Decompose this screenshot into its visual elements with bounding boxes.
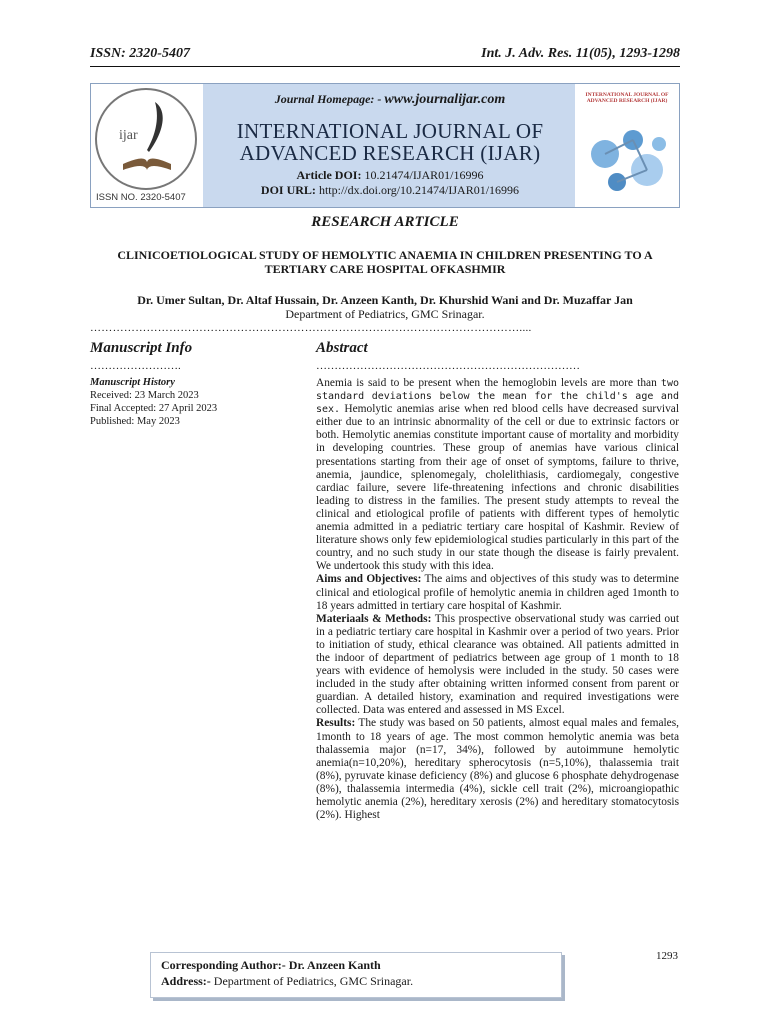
homepage-line: [203, 92, 577, 108]
homepage-link[interactable]: www.journalijar.com: [384, 92, 506, 107]
history-label: Manuscript History: [90, 377, 175, 388]
journal-cover-thumbnail: [575, 84, 679, 207]
results-text: The study was based on 50 patients, almost equal males and females, 1month to 18 years of age. The most common hemolytic anemia was beta thalassemia major (n=17, 34%), followed by autoimmune hemolytic anemia(n=10,20%), hereditary spherocytosis (n=5,10%), thalassemia trait (8%), pyruvate kinase deficiency (8%) and glucose 6 phosphate dehydrogenase (8%), thalassemia intermedia (4%), sickle cell trait (2%), microangiopathic hemolytic anemia (2%), hereditary xerosis (2%) and hereditary stomatocytosis (2%). Highest: [316, 717, 679, 822]
cover-title: INTERNATIONAL JOURNAL OF ADVANCED RESEARCH (IJAR): [585, 92, 669, 105]
author-list: Dr. Umer Sultan, Dr. Altaf Hussain, Dr. Anzeen Kanth, Dr. Khurshid Wani and Dr. Muzaffar Jan: [137, 293, 633, 307]
doi-block: [203, 168, 577, 198]
aims-text: The aims and objectives of this study was to determine clinical and etiological profile of hemolytic anemia in children aged 1month to 18 years admitted in tertiary care hospital of Kashmir.: [316, 573, 679, 612]
abstract-heading: Abstract: [316, 340, 368, 356]
logo-circle: [95, 88, 197, 190]
logo-text: ijar: [119, 128, 138, 143]
journal-title-line1: INTERNATIONAL JOURNAL OF: [236, 119, 544, 143]
article-type: RESEARCH ARTICLE: [311, 214, 459, 230]
logo-issn: ISSN NO. 2320-5407: [96, 192, 186, 203]
abstract-paragraph-aims: [316, 573, 679, 612]
abstract-paragraph-methods: [316, 613, 679, 718]
article-doi-label: Article DOI:: [296, 168, 362, 182]
abstract-intro-text: Anemia is said to be present when the hemoglobin levels are more than: [316, 377, 657, 389]
page-number: 1293: [656, 950, 678, 962]
citation-label: Int. J. Adv. Res. 11(05), 1293-1298: [481, 46, 680, 61]
published-date: Published: May 2023: [90, 416, 180, 427]
results-label: Results:: [316, 717, 356, 730]
abstract-paragraph-results: [316, 717, 679, 822]
journal-title-line2: ADVANCED RESEARCH (IJAR): [239, 141, 541, 165]
abstract-intro-mono-text: two standard deviations below the mean for the child's age and sex.: [316, 378, 679, 416]
paper-title-line2: TERTIARY CARE HOSPITAL OFKASHMIR: [264, 262, 506, 276]
manuscript-history: [90, 376, 217, 428]
paper-title-line1: CLINICOETIOLOGICAL STUDY OF HEMOLYTIC ANAEMIA IN CHILDREN PRESENTING TO A: [117, 248, 653, 262]
corresponding-author-box: [150, 952, 562, 998]
quill-book-icon: [97, 90, 195, 188]
issn-label: ISSN: 2320-5407: [90, 46, 190, 61]
doi-url-link[interactable]: http://dx.doi.org/10.21474/IJAR01/16996: [318, 183, 520, 197]
address-text: Department of Pediatrics, GMC Srinagar.: [210, 974, 414, 988]
methods-text: This prospective observational study was carried out in a pediatric tertiary care hospital in Kashmir over a period of two years. Prior to initiation of study, ethical clearance was obtained. All patients admitted in the indoor of department of pediatrics between age group of 1 month to 18 years with evidence of hemolysis were included in the study. 50 cases were included in the study after obtaining written informed consent from parent or guardian. A detailed history, examination and required investigations were collected. Data was entered and assessed in MS Excel.: [316, 612, 679, 717]
aims-label: Aims and Objectives:: [316, 573, 422, 586]
received-date: Received: 23 March 2023: [90, 390, 199, 401]
journal-banner: [90, 83, 680, 208]
accepted-date: Final Accepted: 27 April 2023: [90, 403, 218, 414]
abstract-paragraph-intro: [316, 377, 679, 573]
abstract-body: [316, 377, 679, 822]
separator-dots-left: …………………….: [90, 360, 181, 372]
paper-title: [90, 248, 680, 276]
manuscript-info-heading: Manuscript Info: [90, 340, 193, 356]
journal-title: [203, 120, 577, 164]
corresponding-author: Corresponding Author:- Dr. Anzeen Kanth: [161, 958, 381, 972]
homepage-label: Journal Homepage: -: [274, 92, 382, 106]
journal-logo: [91, 84, 203, 207]
abstract-intro-text-cont: Hemolytic anemias arise when red blood cells have decreased survival either due to an intrinsic abnormality of the cell or due to extrinsic factors or both. Hemolytic anemias constitute important cause of mortality and morbidity in developing countries. These group of anemias have various clinical presentations starting from their age of onset of symptoms, failure to thrive, anemia, jaundice, splenomegaly, cholelithiasis, cardiomegaly, congestive cardiac failure, severe life-threatening infections and chronic disabilities leading to distress in the families. The present study attempts to reveal the clinical and etiological profile of patients with different types of hemolytic anemia admitted in a pediatric tertiary care hospital of Kashmir. Review of literature shows only few epidemiological studies particularly in this part of the country, and no such study in our state though the disease is fairly prevalent. We undertook this study with this idea.: [316, 403, 679, 573]
molecule-image-icon: [575, 84, 679, 207]
doi-url-label: DOI URL:: [260, 183, 316, 197]
running-header: [90, 44, 680, 67]
separator-dots-right: ………………………………………………………………: [316, 360, 580, 372]
article-doi: 10.21474/IJAR01/16996: [364, 168, 484, 182]
address-label: Address:-: [161, 974, 211, 988]
separator-dots: ……………………………………………………………………………………………………....: [90, 322, 532, 334]
affiliation: Department of Pediatrics, GMC Srinagar.: [285, 307, 485, 321]
methods-label: Materiaals & Methods:: [316, 612, 432, 625]
